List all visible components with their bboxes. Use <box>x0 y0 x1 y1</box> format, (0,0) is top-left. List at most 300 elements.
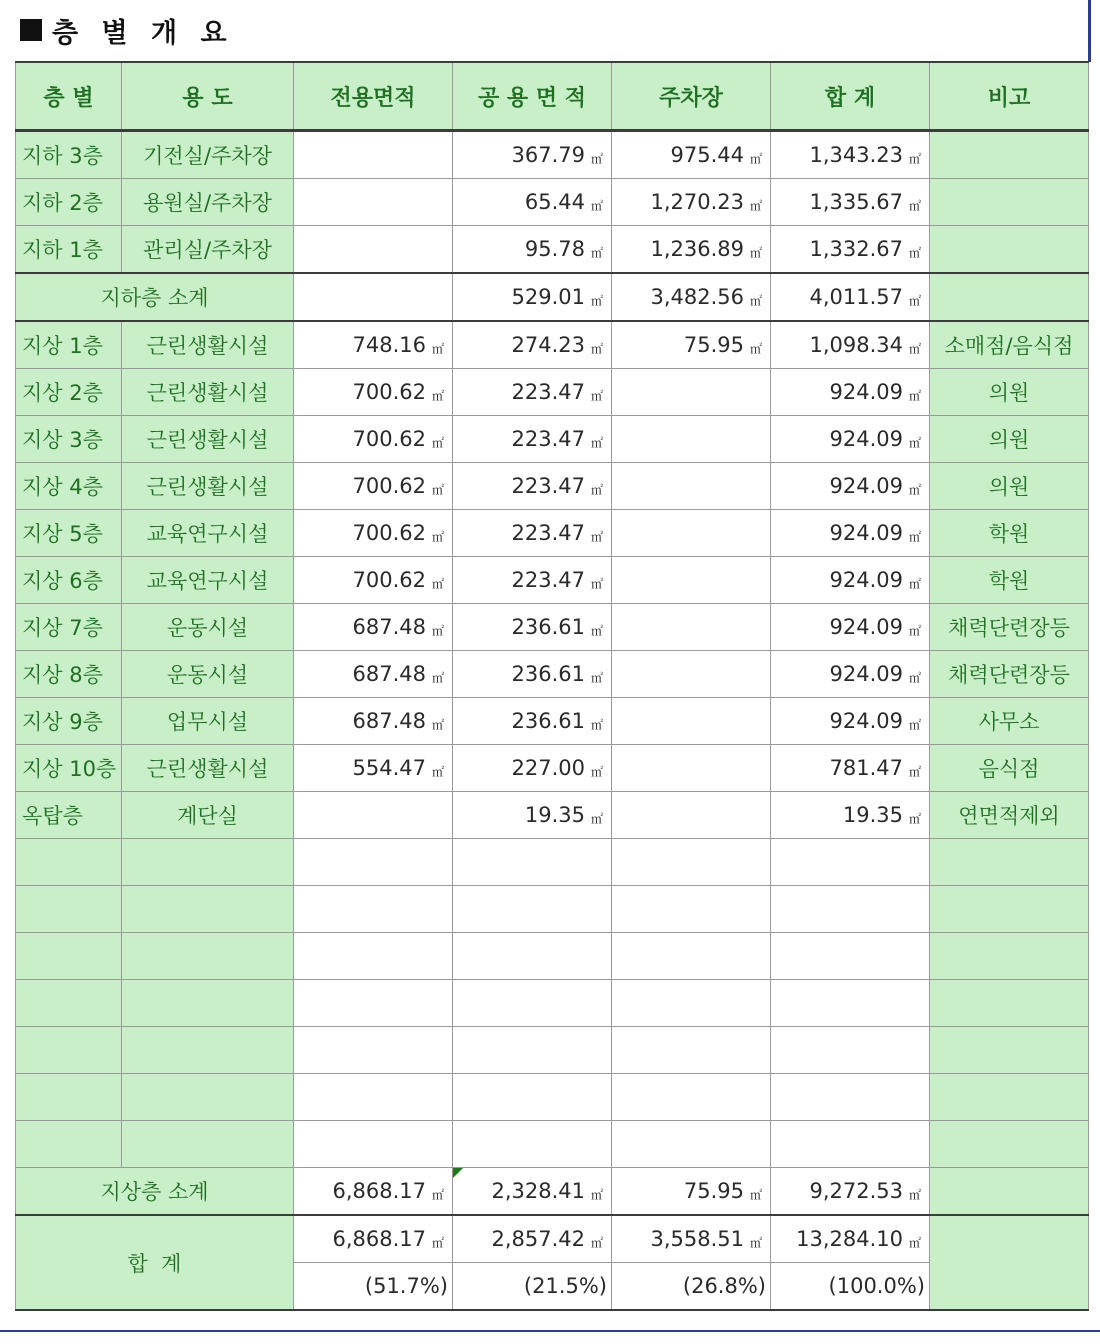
empty-cell <box>930 1121 1089 1168</box>
above-ground-row <box>16 463 1089 510</box>
header-row <box>16 62 1089 131</box>
use-cell: 운동시설 <box>122 651 294 698</box>
area-value: 2,328.41 <box>491 1179 585 1203</box>
header-note: 비고 <box>930 62 1089 131</box>
unit-label: ㎡ <box>749 246 762 260</box>
exclusive-area-cell <box>294 651 453 698</box>
area-value: 6,868.17 <box>332 1227 426 1251</box>
unit-label: ㎡ <box>908 765 921 779</box>
above-ground-row <box>16 698 1089 745</box>
unit-label: ㎡ <box>749 342 762 356</box>
exclusive-area-cell <box>294 1215 453 1263</box>
unit-label: ㎡ <box>590 1236 603 1250</box>
area-value: 19.35 <box>842 803 903 827</box>
area-value: 1,335.67 <box>809 190 903 214</box>
use-cell: 용원실/주차장 <box>122 179 294 226</box>
note-cell: 학원 <box>930 557 1089 604</box>
empty-row <box>16 1027 1089 1074</box>
area-value: 236.61 <box>511 662 585 686</box>
total-percent-cell: (100.0%) <box>771 1263 930 1311</box>
total-area-cell <box>771 1168 930 1216</box>
unit-label: ㎡ <box>908 1188 921 1202</box>
area-value: 223.47 <box>511 380 585 404</box>
area-value: 1,332.67 <box>809 237 903 261</box>
unit-label: ㎡ <box>590 199 603 213</box>
unit-label: ㎡ <box>431 1236 444 1250</box>
common-area-cell <box>453 698 612 745</box>
parking-area-cell <box>612 321 771 369</box>
common-area-cell <box>453 369 612 416</box>
use-cell: 운동시설 <box>122 604 294 651</box>
common-area-cell <box>453 273 612 321</box>
total-area-cell <box>771 416 930 463</box>
total-area-cell <box>771 745 930 792</box>
exclusive-area-cell <box>294 792 453 839</box>
common-area-cell <box>453 179 612 226</box>
empty-cell <box>294 933 453 980</box>
note-cell <box>930 1215 1089 1310</box>
parking-area-cell <box>612 557 771 604</box>
basement-row <box>16 179 1089 226</box>
empty-cell <box>612 886 771 933</box>
grand-total-label: 합 계 <box>16 1215 294 1310</box>
exclusive-area-cell <box>294 557 453 604</box>
unit-label: ㎡ <box>749 152 762 166</box>
area-value: 236.61 <box>511 615 585 639</box>
basement-row <box>16 226 1089 274</box>
common-area-cell <box>453 321 612 369</box>
empty-cell <box>612 1121 771 1168</box>
note-cell: 채력단련장등 <box>930 651 1089 698</box>
header-floor: 층 별 <box>16 62 122 131</box>
empty-cell <box>16 839 122 886</box>
floor-cell: 지상 6층 <box>16 557 122 604</box>
unit-label: ㎡ <box>590 246 603 260</box>
unit-label: ㎡ <box>431 718 444 732</box>
area-value: 227.00 <box>511 756 585 780</box>
floor-cell: 지상 9층 <box>16 698 122 745</box>
above-ground-row <box>16 651 1089 698</box>
above-ground-row <box>16 510 1089 557</box>
above-ground-row <box>16 604 1089 651</box>
floor-cell: 지상 2층 <box>16 369 122 416</box>
area-value: 9,272.53 <box>809 1179 903 1203</box>
empty-cell <box>771 1074 930 1121</box>
common-area-cell <box>453 131 612 179</box>
unit-label: ㎡ <box>431 624 444 638</box>
empty-cell <box>16 980 122 1027</box>
exclusive-area-cell <box>294 273 453 321</box>
unit-label: ㎡ <box>908 436 921 450</box>
empty-cell <box>122 980 294 1027</box>
empty-cell <box>771 886 930 933</box>
common-area-cell <box>453 226 612 274</box>
area-value: 1,343.23 <box>809 143 903 167</box>
basement-row <box>16 131 1089 179</box>
empty-cell <box>930 980 1089 1027</box>
unit-label: ㎡ <box>431 765 444 779</box>
exclusive-area-cell <box>294 604 453 651</box>
empty-cell <box>16 1074 122 1121</box>
area-value: 274.23 <box>511 333 585 357</box>
parking-area-cell <box>612 369 771 416</box>
unit-label: ㎡ <box>590 483 603 497</box>
area-value: 924.09 <box>829 380 903 404</box>
empty-cell <box>930 886 1089 933</box>
parking-area-cell <box>612 416 771 463</box>
empty-cell <box>612 933 771 980</box>
total-area-cell <box>771 698 930 745</box>
area-value: 687.48 <box>352 615 426 639</box>
above-ground-row <box>16 557 1089 604</box>
empty-cell <box>16 886 122 933</box>
note-cell <box>930 1168 1089 1216</box>
header-exclusive-area: 전용면적 <box>294 62 453 131</box>
unit-label: ㎡ <box>590 718 603 732</box>
empty-row <box>16 839 1089 886</box>
basement-subtotal-row <box>16 273 1089 321</box>
above-ground-row <box>16 792 1089 839</box>
area-value: 367.79 <box>511 143 585 167</box>
use-cell: 근린생활시설 <box>122 463 294 510</box>
empty-cell <box>294 886 453 933</box>
total-area-cell <box>771 1215 930 1263</box>
header-total: 합 계 <box>771 62 930 131</box>
area-value: 554.47 <box>352 756 426 780</box>
unit-label: ㎡ <box>908 294 921 308</box>
total-area-cell <box>771 604 930 651</box>
empty-row <box>16 933 1089 980</box>
parking-area-cell <box>612 226 771 274</box>
floor-cell: 지하 3층 <box>16 131 122 179</box>
use-cell: 근린생활시설 <box>122 321 294 369</box>
area-value: 19.35 <box>524 803 585 827</box>
area-value: 748.16 <box>352 333 426 357</box>
area-value: 65.44 <box>524 190 585 214</box>
unit-label: ㎡ <box>908 389 921 403</box>
exclusive-area-cell <box>294 698 453 745</box>
unit-label: ㎡ <box>590 671 603 685</box>
total-area-cell <box>771 557 930 604</box>
empty-cell <box>930 933 1089 980</box>
area-value: 13,284.10 <box>796 1227 903 1251</box>
area-value: 95.78 <box>524 237 585 261</box>
area-value: 75.95 <box>683 333 744 357</box>
unit-label: ㎡ <box>749 1236 762 1250</box>
exclusive-area-cell <box>294 369 453 416</box>
unit-label: ㎡ <box>908 246 921 260</box>
exclusive-area-cell <box>294 463 453 510</box>
total-area-cell <box>771 131 930 179</box>
subtotal-label: 지상층 소계 <box>16 1168 294 1216</box>
note-cell: 소매점/음식점 <box>930 321 1089 369</box>
empty-cell <box>122 1027 294 1074</box>
floor-cell: 옥탑층 <box>16 792 122 839</box>
parking-area-cell <box>612 651 771 698</box>
use-cell: 업무시설 <box>122 698 294 745</box>
common-area-cell <box>453 557 612 604</box>
common-area-cell <box>453 1215 612 1263</box>
empty-cell <box>453 980 612 1027</box>
note-cell <box>930 226 1089 274</box>
floor-cell: 지상 10층 <box>16 745 122 792</box>
floor-cell: 지상 1층 <box>16 321 122 369</box>
unit-label: ㎡ <box>431 530 444 544</box>
unit-label: ㎡ <box>908 671 921 685</box>
exclusive-area-cell <box>294 416 453 463</box>
use-cell: 근린생활시설 <box>122 745 294 792</box>
exclusive-area-cell <box>294 226 453 274</box>
area-value: 236.61 <box>511 709 585 733</box>
above-ground-row <box>16 416 1089 463</box>
unit-label: ㎡ <box>749 199 762 213</box>
common-area-cell <box>453 745 612 792</box>
unit-label: ㎡ <box>908 152 921 166</box>
unit-label: ㎡ <box>908 624 921 638</box>
page-title-text: 층 별 개 요 <box>52 17 234 49</box>
empty-cell <box>294 839 453 886</box>
comment-marker-icon <box>453 1168 463 1178</box>
empty-cell <box>294 1074 453 1121</box>
total-area-cell <box>771 179 930 226</box>
empty-cell <box>453 933 612 980</box>
empty-cell <box>612 1027 771 1074</box>
total-area-cell <box>771 510 930 557</box>
total-area-cell <box>771 226 930 274</box>
page-title <box>20 10 234 50</box>
unit-label: ㎡ <box>590 342 603 356</box>
empty-cell <box>612 1074 771 1121</box>
total-area-cell <box>771 369 930 416</box>
area-value: 1,270.23 <box>650 190 744 214</box>
area-value: 3,482.56 <box>650 285 744 309</box>
unit-label: ㎡ <box>431 671 444 685</box>
empty-cell <box>930 1027 1089 1074</box>
floor-summary-table <box>15 61 1089 1311</box>
floor-cell: 지상 3층 <box>16 416 122 463</box>
unit-label: ㎡ <box>590 812 603 826</box>
note-cell: 음식점 <box>930 745 1089 792</box>
use-cell: 근린생활시설 <box>122 369 294 416</box>
common-percent-cell: (21.5%) <box>453 1263 612 1311</box>
area-value: 975.44 <box>670 143 744 167</box>
grand-total-row <box>16 1215 1089 1263</box>
floor-cell: 지상 4층 <box>16 463 122 510</box>
area-value: 6,868.17 <box>332 1179 426 1203</box>
area-value: 700.62 <box>352 568 426 592</box>
note-cell <box>930 179 1089 226</box>
common-area-cell <box>453 416 612 463</box>
empty-cell <box>294 980 453 1027</box>
unit-label: ㎡ <box>908 812 921 826</box>
note-cell: 의원 <box>930 369 1089 416</box>
common-area-cell <box>453 463 612 510</box>
empty-cell <box>294 1027 453 1074</box>
unit-label: ㎡ <box>749 1188 762 1202</box>
common-area-cell <box>453 510 612 557</box>
header-use: 용 도 <box>122 62 294 131</box>
use-cell: 계단실 <box>122 792 294 839</box>
unit-label: ㎡ <box>908 577 921 591</box>
area-value: 700.62 <box>352 380 426 404</box>
empty-row <box>16 886 1089 933</box>
area-value: 924.09 <box>829 662 903 686</box>
exclusive-area-cell <box>294 321 453 369</box>
empty-cell <box>612 839 771 886</box>
unit-label: ㎡ <box>908 530 921 544</box>
exclusive-area-cell <box>294 1168 453 1216</box>
empty-cell <box>612 980 771 1027</box>
area-value: 75.95 <box>683 1179 744 1203</box>
area-value: 781.47 <box>829 756 903 780</box>
area-value: 700.62 <box>352 474 426 498</box>
empty-cell <box>122 886 294 933</box>
parking-percent-cell: (26.8%) <box>612 1263 771 1311</box>
empty-cell <box>453 1027 612 1074</box>
exclusive-area-cell <box>294 131 453 179</box>
unit-label: ㎡ <box>431 1188 444 1202</box>
unit-label: ㎡ <box>749 294 762 308</box>
common-area-cell <box>453 792 612 839</box>
note-cell: 의원 <box>930 463 1089 510</box>
empty-row <box>16 980 1089 1027</box>
empty-row <box>16 1121 1089 1168</box>
empty-cell <box>930 1074 1089 1121</box>
note-cell <box>930 131 1089 179</box>
parking-area-cell <box>612 179 771 226</box>
area-value: 687.48 <box>352 709 426 733</box>
parking-area-cell <box>612 745 771 792</box>
exclusive-area-cell <box>294 510 453 557</box>
note-cell: 채력단련장등 <box>930 604 1089 651</box>
floor-cell: 지상 7층 <box>16 604 122 651</box>
area-value: 924.09 <box>829 521 903 545</box>
empty-cell <box>771 1121 930 1168</box>
empty-cell <box>771 980 930 1027</box>
frame-right-border <box>1088 0 1091 62</box>
parking-area-cell <box>612 510 771 557</box>
floor-cell: 지하 2층 <box>16 179 122 226</box>
unit-label: ㎡ <box>908 199 921 213</box>
unit-label: ㎡ <box>590 624 603 638</box>
parking-area-cell <box>612 792 771 839</box>
area-value: 3,558.51 <box>650 1227 744 1251</box>
area-value: 700.62 <box>352 521 426 545</box>
unit-label: ㎡ <box>590 577 603 591</box>
empty-cell <box>771 839 930 886</box>
use-cell: 관리실/주차장 <box>122 226 294 274</box>
common-area-cell <box>453 651 612 698</box>
above-ground-row <box>16 321 1089 369</box>
area-value: 223.47 <box>511 568 585 592</box>
empty-cell <box>771 933 930 980</box>
above-ground-subtotal-row <box>16 1168 1089 1216</box>
floor-cell: 지상 5층 <box>16 510 122 557</box>
area-value: 700.62 <box>352 427 426 451</box>
unit-label: ㎡ <box>590 1188 603 1202</box>
empty-cell <box>453 839 612 886</box>
empty-cell <box>16 1027 122 1074</box>
empty-row <box>16 1074 1089 1121</box>
note-cell: 사무소 <box>930 698 1089 745</box>
header-parking: 주차장 <box>612 62 771 131</box>
empty-cell <box>16 1121 122 1168</box>
parking-area-cell <box>612 463 771 510</box>
area-value: 924.09 <box>829 427 903 451</box>
area-value: 1,236.89 <box>650 237 744 261</box>
black-square-icon <box>20 19 42 41</box>
note-cell: 연면적제외 <box>930 792 1089 839</box>
area-value: 223.47 <box>511 474 585 498</box>
exclusive-area-cell <box>294 179 453 226</box>
total-area-cell <box>771 792 930 839</box>
use-cell: 교육연구시설 <box>122 510 294 557</box>
empty-cell <box>122 839 294 886</box>
empty-cell <box>453 1074 612 1121</box>
unit-label: ㎡ <box>590 530 603 544</box>
use-cell: 교육연구시설 <box>122 557 294 604</box>
exclusive-area-cell <box>294 745 453 792</box>
note-cell: 학원 <box>930 510 1089 557</box>
area-value: 924.09 <box>829 709 903 733</box>
empty-cell <box>453 1121 612 1168</box>
empty-cell <box>122 1074 294 1121</box>
frame-bottom-border <box>0 1330 1100 1332</box>
use-cell: 기전실/주차장 <box>122 131 294 179</box>
empty-cell <box>122 933 294 980</box>
unit-label: ㎡ <box>590 436 603 450</box>
unit-label: ㎡ <box>590 765 603 779</box>
empty-cell <box>930 839 1089 886</box>
unit-label: ㎡ <box>590 294 603 308</box>
common-area-cell <box>453 1168 612 1216</box>
unit-label: ㎡ <box>431 577 444 591</box>
note-cell: 의원 <box>930 416 1089 463</box>
total-area-cell <box>771 321 930 369</box>
unit-label: ㎡ <box>431 483 444 497</box>
unit-label: ㎡ <box>590 152 603 166</box>
area-value: 529.01 <box>511 285 585 309</box>
parking-area-cell <box>612 1215 771 1263</box>
unit-label: ㎡ <box>431 389 444 403</box>
total-area-cell <box>771 651 930 698</box>
total-area-cell <box>771 463 930 510</box>
area-value: 223.47 <box>511 427 585 451</box>
above-ground-row <box>16 745 1089 792</box>
parking-area-cell <box>612 273 771 321</box>
empty-cell <box>453 886 612 933</box>
note-cell <box>930 273 1089 321</box>
area-value: 924.09 <box>829 615 903 639</box>
use-cell: 근린생활시설 <box>122 416 294 463</box>
common-area-cell <box>453 604 612 651</box>
area-value: 223.47 <box>511 521 585 545</box>
empty-cell <box>122 1121 294 1168</box>
empty-cell <box>16 933 122 980</box>
empty-cell <box>294 1121 453 1168</box>
unit-label: ㎡ <box>908 342 921 356</box>
unit-label: ㎡ <box>908 718 921 732</box>
exclusive-percent-cell: (51.7%) <box>294 1263 453 1311</box>
area-value: 924.09 <box>829 568 903 592</box>
parking-area-cell <box>612 1168 771 1216</box>
area-value: 687.48 <box>352 662 426 686</box>
unit-label: ㎡ <box>431 436 444 450</box>
area-value: 4,011.57 <box>809 285 903 309</box>
empty-cell <box>771 1027 930 1074</box>
area-value: 2,857.42 <box>491 1227 585 1251</box>
parking-area-cell <box>612 604 771 651</box>
